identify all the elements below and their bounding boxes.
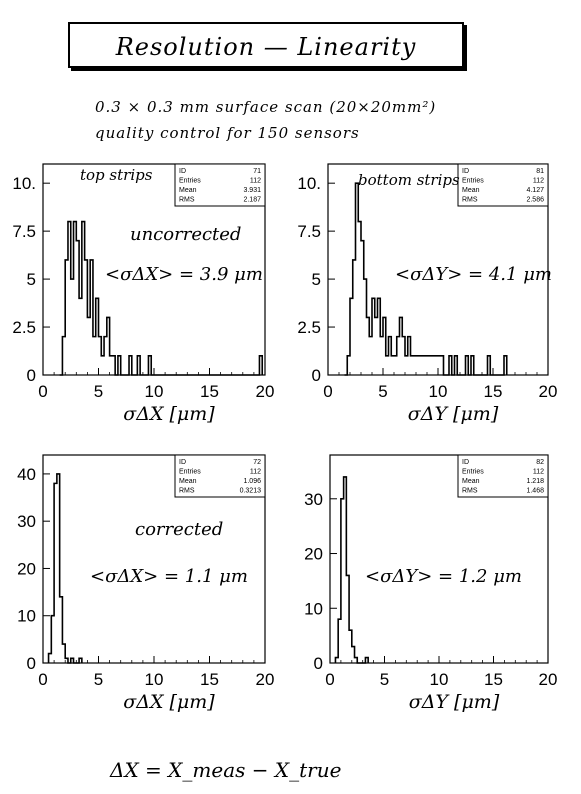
stats-value: 112 <box>532 177 544 185</box>
stats-key: RMS <box>179 487 195 495</box>
y-tick-label: 0 <box>26 654 36 673</box>
x-axis-label: σΔY [μm] <box>407 403 499 425</box>
y-tick-label: 10. <box>297 174 321 194</box>
y-tick-label: 0 <box>313 654 323 673</box>
y-tick-label: 7.5 <box>12 222 36 242</box>
stats-value: 72 <box>253 459 261 466</box>
x-tick-label: 10 <box>428 382 448 401</box>
annotation-mean: <σΔX> = 1.1 μm <box>90 566 248 587</box>
stats-key: Entries <box>179 468 201 476</box>
y-tick-label: 5 <box>26 270 36 290</box>
y-tick-label: 30 <box>17 512 36 532</box>
panel-label: bottom strips <box>358 171 460 189</box>
x-tick-label: 20 <box>538 670 558 689</box>
x-tick-label: 0 <box>38 670 48 689</box>
stats-value: 71 <box>253 168 261 175</box>
stats-key: RMS <box>462 487 478 495</box>
y-tick-label: 20 <box>304 544 323 564</box>
y-tick-label: 10 <box>304 599 323 619</box>
stats-value: 2.187 <box>243 196 261 204</box>
x-tick-label: 5 <box>379 670 390 689</box>
stats-value: 3.931 <box>243 187 261 194</box>
stats-key: Mean <box>462 187 480 194</box>
y-tick-label: 7.5 <box>297 222 321 242</box>
panel-label: top strips <box>80 166 153 184</box>
stats-value: 0.3213 <box>239 487 261 495</box>
y-tick-label: 10 <box>17 606 36 626</box>
x-tick-label: 15 <box>483 382 503 401</box>
annotation-status: corrected <box>135 519 224 540</box>
x-tick-label: 20 <box>255 382 275 401</box>
stats-value: 112 <box>249 177 261 185</box>
y-tick-label: 2.5 <box>12 318 36 338</box>
stats-value: 81 <box>536 168 544 175</box>
x-tick-label: 5 <box>93 382 104 401</box>
x-tick-label: 15 <box>200 670 219 689</box>
x-tick-label: 0 <box>323 382 333 401</box>
x-tick-label: 20 <box>255 670 275 689</box>
histogram-line <box>49 474 82 663</box>
y-tick-label: 40 <box>17 464 36 484</box>
stats-key: Mean <box>179 187 197 194</box>
stats-value: 112 <box>249 468 261 476</box>
histogram-line <box>335 477 368 663</box>
stats-key: Mean <box>462 478 480 485</box>
y-tick-label: 0 <box>26 366 36 385</box>
x-axis-label: σΔY [μm] <box>408 691 500 713</box>
x-axis-label: σΔX [μm] <box>123 691 215 713</box>
x-tick-label: 5 <box>378 382 388 401</box>
subtitle-line-2: quality control for 150 sensors <box>95 124 360 142</box>
stats-key: Entries <box>462 177 484 185</box>
annotation-mean: <σΔY> = 4.1 μm <box>395 264 552 285</box>
x-tick-label: 10 <box>429 670 449 689</box>
subtitle-line-1: 0.3 × 0.3 mm surface scan (20×20mm²) <box>95 98 437 116</box>
page-title: Resolution — Linearity <box>115 33 417 61</box>
stats-key: Mean <box>179 478 197 485</box>
stats-value: 112 <box>532 468 544 476</box>
stats-key: ID <box>462 168 469 175</box>
annotation-mean: <σΔX> = 3.9 μm <box>105 264 263 285</box>
stats-key: Entries <box>462 468 484 476</box>
stats-value: 1.096 <box>243 478 261 485</box>
y-tick-label: 30 <box>304 489 323 509</box>
y-tick-label: 20 <box>17 559 36 579</box>
y-tick-label: 2.5 <box>297 318 321 338</box>
footer-formula: ΔX = X_meas − X_true <box>110 758 342 782</box>
stats-value: 1.218 <box>526 478 544 485</box>
stats-key: ID <box>462 459 469 466</box>
annotation-mean: <σΔY> = 1.2 μm <box>365 566 522 587</box>
stats-key: Entries <box>179 177 201 185</box>
stats-key: ID <box>179 459 186 466</box>
x-tick-label: 10 <box>144 670 164 689</box>
stats-key: RMS <box>462 196 478 204</box>
x-tick-label: 0 <box>325 670 335 689</box>
x-tick-label: 0 <box>38 382 48 401</box>
y-tick-label: 10. <box>12 174 36 194</box>
stats-value: 82 <box>536 459 544 466</box>
x-tick-label: 10 <box>144 382 164 401</box>
x-tick-label: 15 <box>200 382 219 401</box>
x-tick-label: 5 <box>93 670 104 689</box>
stats-key: RMS <box>179 196 195 204</box>
stats-value: 4.127 <box>526 187 544 194</box>
x-tick-label: 15 <box>484 670 503 689</box>
stats-value: 2.586 <box>526 196 544 204</box>
stats-key: ID <box>179 168 186 175</box>
x-axis-label: σΔX [μm] <box>123 403 215 425</box>
annotation-status: uncorrected <box>130 224 242 245</box>
x-tick-label: 20 <box>538 382 558 401</box>
y-tick-label: 0 <box>311 366 321 385</box>
stats-value: 1.468 <box>526 487 544 495</box>
y-tick-label: 5 <box>311 270 321 290</box>
